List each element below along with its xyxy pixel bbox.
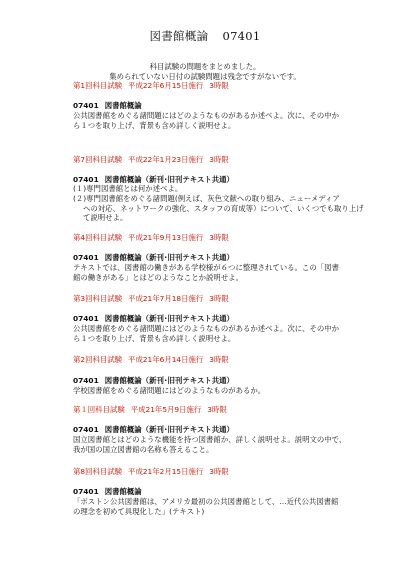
question-text bbox=[73, 324, 373, 344]
exam-header bbox=[73, 233, 229, 242]
exam-date: 平成21年6月14日施行 bbox=[128, 355, 204, 364]
exam-date: 平成21年9月13日施行 bbox=[128, 233, 204, 242]
exam-period: 3時限 bbox=[209, 355, 229, 364]
course-name: 図書館概論 bbox=[104, 101, 142, 110]
exam-date: 平成21年7月18日施行 bbox=[128, 294, 204, 303]
course-name: 図書館概論（新刊･旧刊テキスト共通） bbox=[104, 175, 234, 184]
course-code: 07401 bbox=[73, 253, 99, 262]
question-line: テキストでは、図書館の働きがある学校様が６つに整理されている。この「図書 bbox=[73, 263, 339, 272]
question-line: 館の働きがある」とはどのようなことか説明せよ。 bbox=[73, 272, 243, 282]
exam-header bbox=[73, 81, 229, 90]
course-code: 07401 bbox=[73, 376, 99, 385]
intro-line-2: 集められていない日付の試験問題は残念ですがないです。 bbox=[109, 72, 301, 81]
question-text bbox=[73, 184, 373, 223]
course-code: 07401 bbox=[73, 101, 99, 110]
question-title bbox=[73, 425, 234, 434]
question-line: への対応、ネットワークの強化、スタッフの育成等）について、いくつでも取り上げ bbox=[83, 203, 364, 213]
question-line: 公共図書館をめぐる諸問題にはどのようなものがあるか述べよ。次に、その中か bbox=[73, 111, 340, 120]
question-text bbox=[73, 386, 373, 396]
question-line: ら１つを取り上げ、背景も含め詳しく説明せよ。 bbox=[73, 333, 236, 343]
exam-period: 3時限 bbox=[209, 294, 229, 303]
exam-number: 第4回科目試験 bbox=[73, 233, 123, 242]
course-code: 07401 bbox=[73, 425, 99, 434]
question-title bbox=[73, 253, 234, 262]
question-line: ら１つを取り上げ、背景も含め詳しく説明せよ。 bbox=[73, 120, 236, 130]
exam-header bbox=[73, 294, 229, 303]
exam-number: 第8回科目試験 bbox=[73, 467, 123, 476]
exam-header bbox=[73, 405, 227, 414]
question-line: て説明せよ。 bbox=[83, 213, 128, 223]
exam-number: 第1回科目試験 bbox=[73, 81, 123, 90]
question-text bbox=[73, 111, 373, 131]
exam-header bbox=[73, 467, 229, 476]
exam-period: 3時限 bbox=[209, 467, 229, 476]
exam-period: 3時限 bbox=[207, 405, 227, 414]
exam-number: 第１回科目試験 bbox=[73, 405, 125, 414]
question-text bbox=[73, 497, 373, 517]
course-name: 図書館概論（新刊･旧刊テキスト共通） bbox=[104, 425, 234, 434]
question-text bbox=[73, 435, 373, 455]
exam-period: 3時限 bbox=[209, 155, 229, 164]
exam-period: 3時限 bbox=[209, 233, 229, 242]
title-text: 図書館概論 bbox=[149, 29, 209, 43]
exam-date: 平成21年2月15日施行 bbox=[128, 467, 204, 476]
exam-date: 平成22年1月23日施行 bbox=[128, 155, 204, 164]
question-line: (２)専門図書館をめぐる諸問題(例えば、灰色文献への取り組み、ニューメディア bbox=[73, 193, 340, 203]
course-code: 07401 bbox=[73, 314, 99, 323]
exam-number: 第2回科目試験 bbox=[73, 355, 123, 364]
question-line: 学校図書館をめぐる諸問題にはどのようなものがあるか。 bbox=[73, 386, 266, 395]
question-line: 「ボストン公共図書館は、アメリカ最初の公共図書館として、…近代公共図書館 bbox=[73, 497, 339, 506]
question-line: 国立図書館とはどのような機能を持つ図書館か、詳しく説明せよ。説明文の中で、 bbox=[73, 435, 347, 444]
course-code: 07401 bbox=[73, 175, 99, 184]
question-line: 公共図書館をめぐる諸問題にはどのようなものがあるか述べよ。次に、その中か bbox=[73, 324, 340, 333]
question-title bbox=[73, 487, 142, 496]
question-title bbox=[73, 175, 234, 184]
exam-date: 平成21年5月9日施行 bbox=[130, 405, 202, 414]
course-code: 07401 bbox=[73, 487, 99, 496]
course-name: 図書館概論（新刊･旧刊テキスト共通） bbox=[104, 376, 234, 385]
intro-line-1: 科目試験の問題をまとめました。 bbox=[149, 62, 261, 71]
question-title bbox=[73, 376, 234, 385]
question-title bbox=[73, 101, 142, 110]
course-name: 図書館概論（新刊･旧刊テキスト共通） bbox=[104, 253, 234, 262]
exam-header bbox=[73, 155, 229, 164]
exam-header bbox=[73, 355, 229, 364]
question-line: 我が国の国立図書館の名称も答えること。 bbox=[73, 444, 214, 454]
exam-date: 平成22年6月15日施行 bbox=[128, 81, 204, 90]
exam-number: 第7回科目試験 bbox=[73, 155, 123, 164]
question-line: (１)専門図書館とは何か述べよ。 bbox=[73, 184, 183, 193]
title-code: 07401 bbox=[222, 29, 261, 43]
question-text bbox=[73, 263, 373, 283]
exam-period: 3時限 bbox=[209, 81, 229, 90]
page-title bbox=[0, 28, 410, 44]
course-name: 図書館概論（新刊･旧刊テキスト共通） bbox=[104, 314, 234, 323]
exam-number: 第3回科目試験 bbox=[73, 294, 123, 303]
course-name: 図書館概論 bbox=[104, 487, 142, 496]
question-title bbox=[73, 314, 234, 323]
question-line: の理念を初めて具現化した」(テキスト) bbox=[73, 506, 205, 516]
